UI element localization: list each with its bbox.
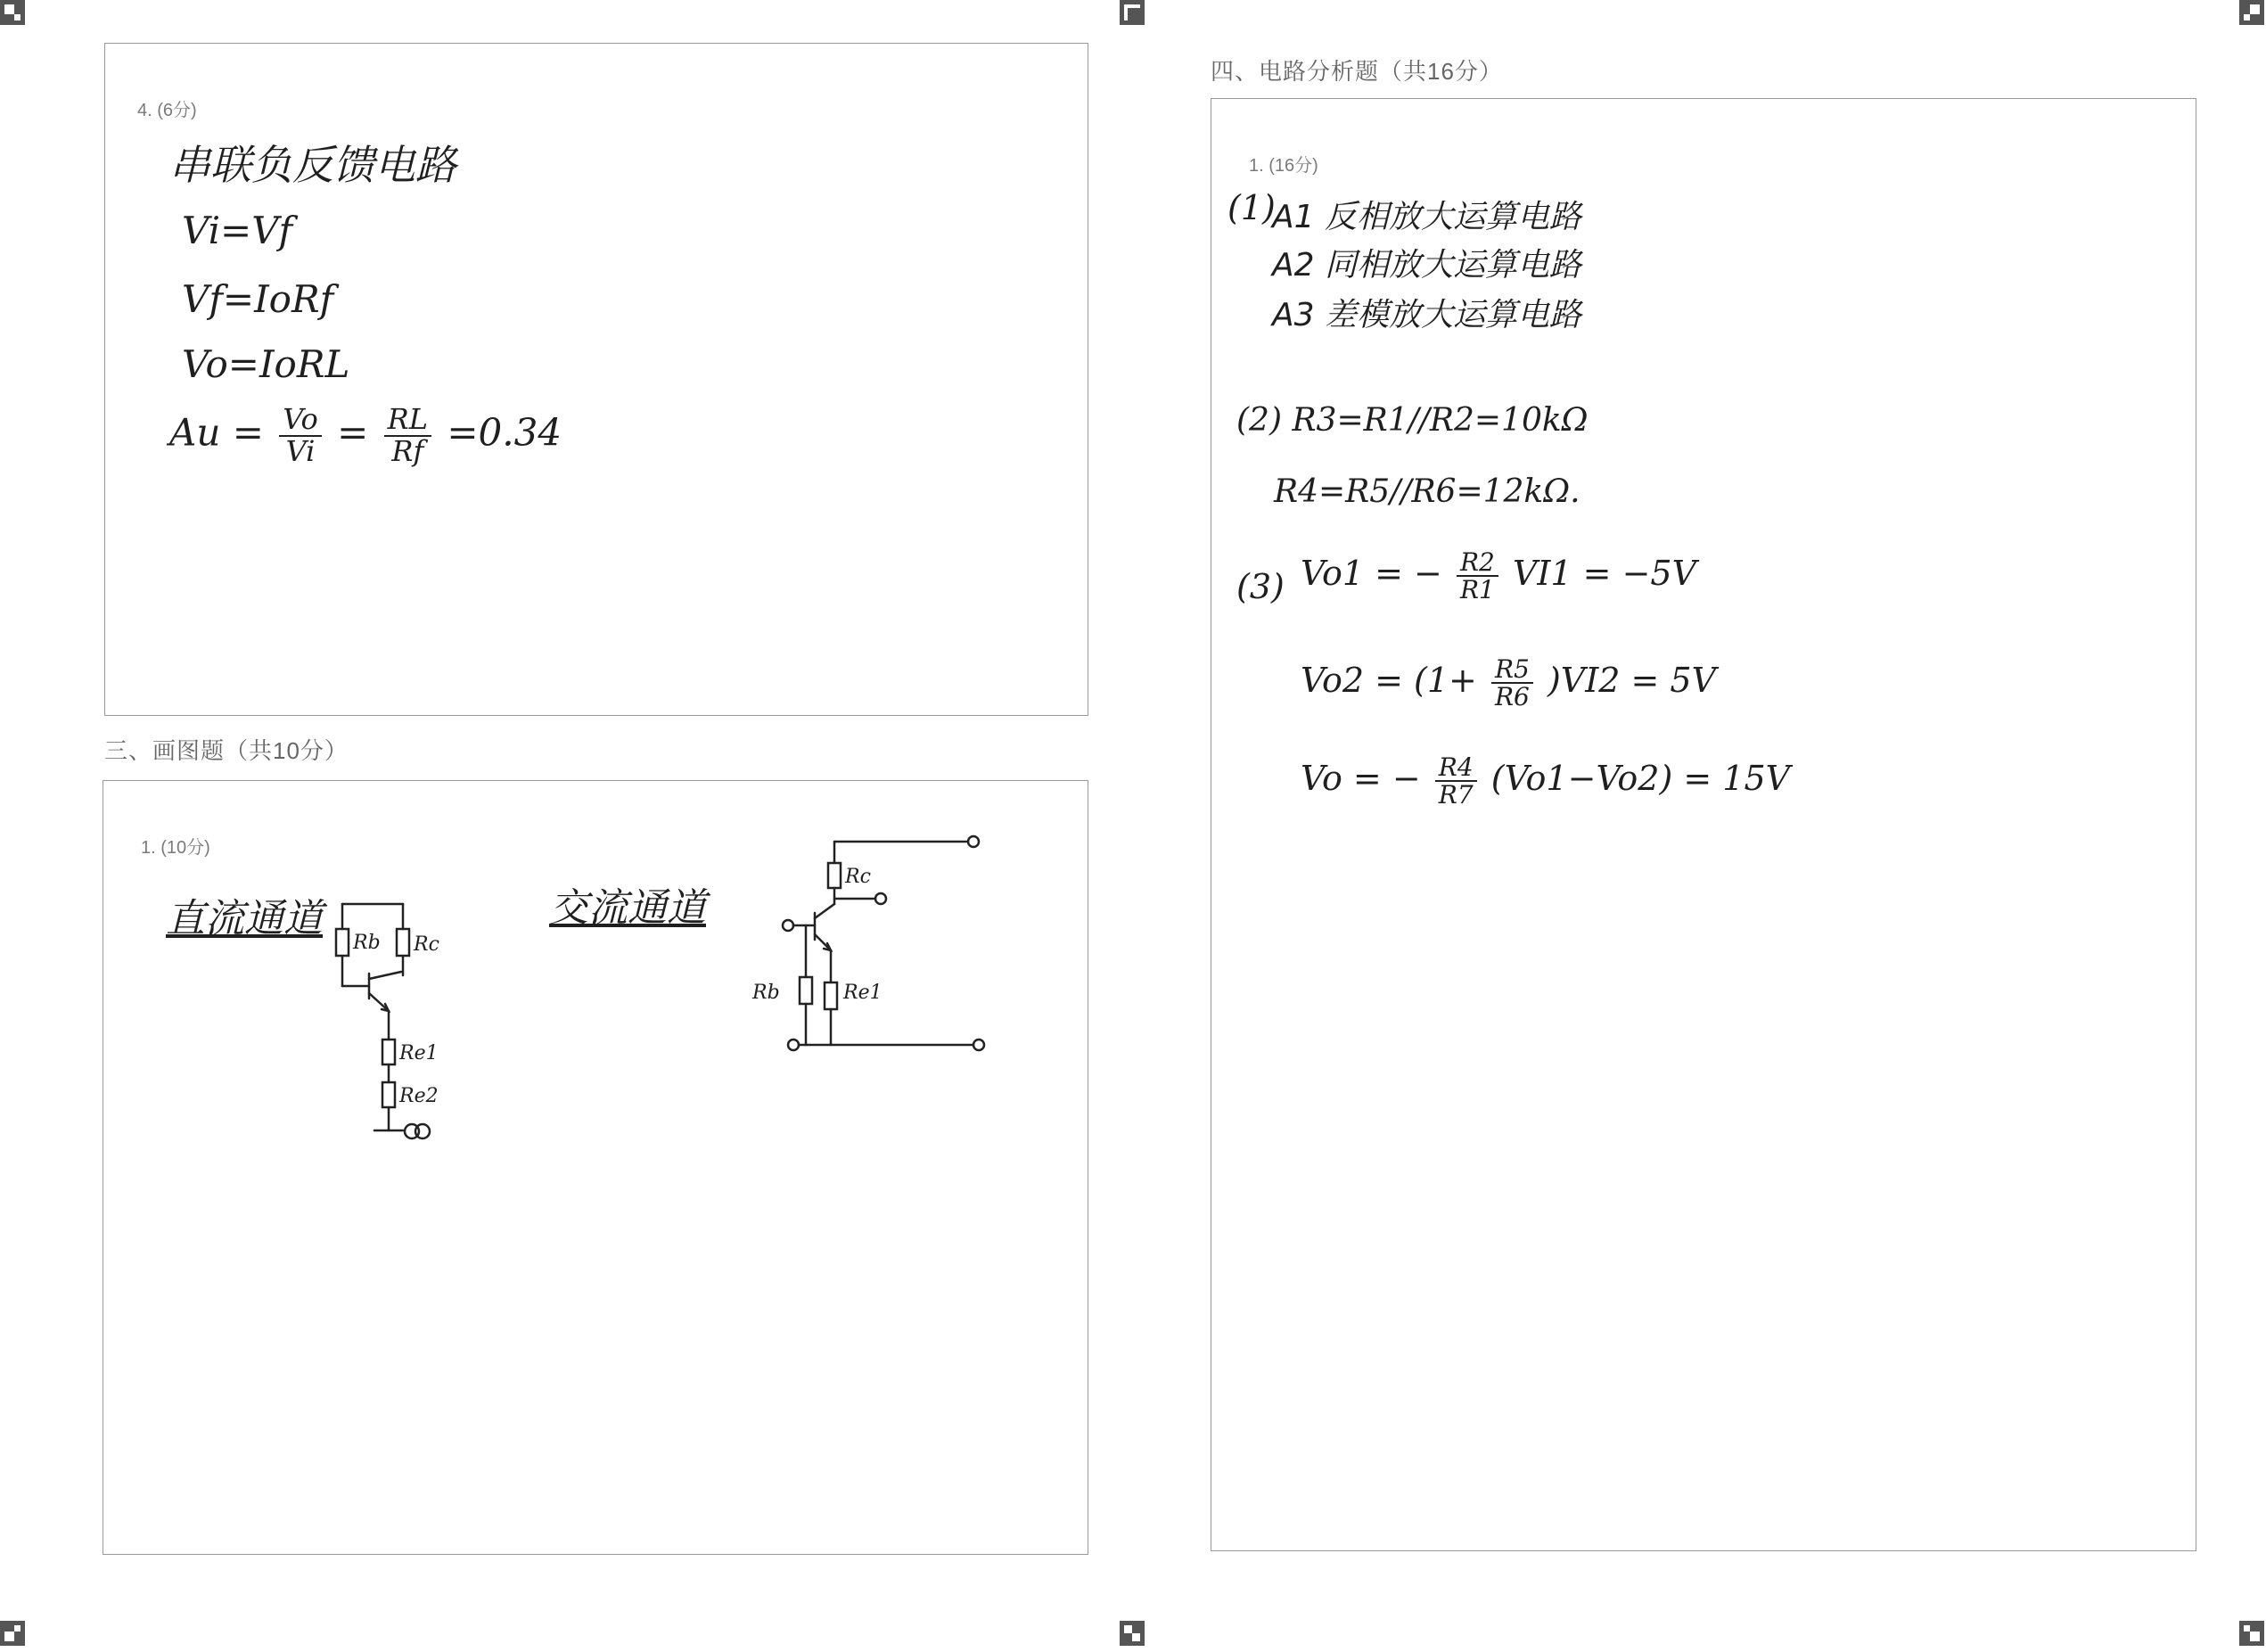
corner-mark-bottom-center [1120, 1621, 1145, 1646]
gain-fraction-1 [279, 402, 321, 468]
handwritten-title: 串联负反馈电路 [169, 141, 456, 189]
fraction-denominator: R1 [1459, 575, 1495, 605]
gain-lhs: Au [169, 410, 221, 455]
ac-path-circuit-diagram [674, 826, 1004, 1111]
ac-rc-label: Rc [845, 866, 871, 888]
handwritten-equation-2: Vf=IoRf [182, 277, 334, 321]
answer-3-vo [1301, 754, 1790, 809]
vo2-fraction [1491, 656, 1533, 711]
vo1-lhs: Vo1 = − [1301, 553, 1442, 593]
ac-re1-label: Re1 [843, 982, 883, 1004]
corner-mark-bottom-right [2239, 1621, 2264, 1646]
answer-box-drawing-question [103, 780, 1088, 1555]
dc-rb-label: Rb [353, 932, 381, 954]
gain-fraction-2 [384, 402, 431, 468]
question-label: 1. (16分) [1249, 156, 1318, 176]
corner-mark-bottom-left [0, 1621, 25, 1646]
vo2-rhs: )VI2 = 5V [1547, 660, 1717, 700]
fraction-numerator: R4 [1435, 754, 1477, 782]
answer-box-question-4 [104, 43, 1088, 716]
question-label: 4. (6分) [137, 101, 197, 120]
fraction-numerator: R2 [1457, 549, 1498, 577]
gain-result: =0.34 [447, 410, 562, 455]
answer-3-prefix: (3) [1236, 567, 1285, 606]
section-4-title: 四、电路分析题（共16分） [1211, 58, 1503, 85]
answer-3-vo2 [1301, 656, 1716, 711]
dc-path-circuit-diagram [326, 897, 469, 1155]
vo1-rhs: VI1 = −5V [1512, 553, 1697, 593]
corner-mark-top-left [0, 0, 25, 25]
vo-rhs: (Vo1−Vo2) = 15V [1490, 758, 1791, 798]
fraction-denominator: Rf [391, 433, 424, 468]
answer-2-line-2: R4=R5//R6=12kΩ. [1274, 473, 1580, 510]
vo-lhs: Vo = − [1301, 758, 1421, 798]
section-3-title: 三、画图题（共10分） [104, 737, 349, 764]
dc-rc-label: Rc [414, 933, 439, 956]
ac-rb-label: Rb [752, 982, 780, 1004]
fraction-numerator: Vo [279, 405, 321, 437]
handwritten-gain-equation: Au = $\frac{Vo}{Vi}$ = $\frac{RL}{Rf}$ =0.34 [169, 402, 562, 468]
fraction-denominator: R7 [1438, 780, 1474, 810]
fraction-numerator: RL [384, 405, 431, 437]
dc-path-label: 直流通道 [166, 896, 323, 941]
fraction-denominator: Vi [285, 433, 316, 468]
dc-re1-label: Re1 [399, 1042, 439, 1064]
answer-1-a1: A1 反相放大运算电路 [1272, 199, 1581, 235]
dc-re2-label: Re2 [399, 1085, 439, 1107]
fraction-denominator: R6 [1494, 682, 1530, 712]
fraction-numerator: R5 [1491, 656, 1533, 684]
question-label: 1. (10分) [141, 838, 210, 858]
answer-1-a3: A3 差模放大运算电路 [1272, 297, 1581, 333]
vo-fraction [1435, 754, 1477, 809]
vo2-lhs: Vo2 = (1+ [1301, 660, 1477, 700]
vo1-fraction [1457, 549, 1498, 604]
answer-1-a2: A2 同相放大运算电路 [1272, 247, 1581, 284]
answer-2-line-1: (2) R3=R1//R2=10kΩ [1236, 402, 1589, 439]
answer-1-prefix: (1) [1227, 188, 1276, 227]
ac-path-label: 交流通道 [549, 885, 706, 931]
handwritten-equation-3: Vo=IoRL [182, 342, 350, 386]
answer-box-circuit-analysis [1211, 98, 2196, 1551]
answer-3-vo1 [1301, 549, 1696, 604]
corner-mark-top-right [2239, 0, 2264, 25]
handwritten-equation-1: Vi=Vf [182, 209, 293, 252]
corner-mark-top-center [1120, 0, 1145, 25]
